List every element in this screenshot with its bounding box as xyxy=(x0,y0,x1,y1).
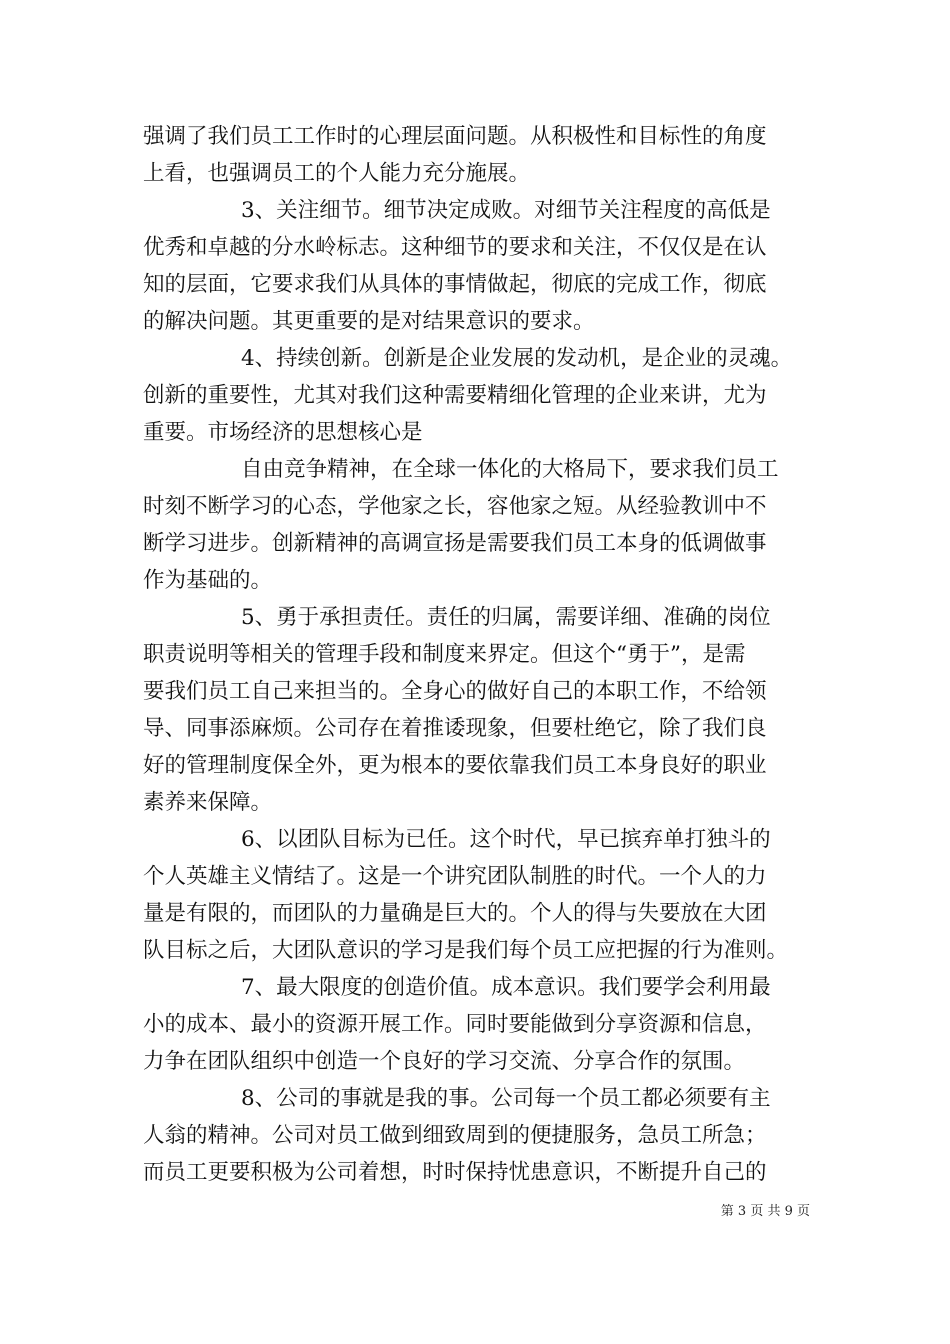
text-line: 6、以团队目标为已任。这个时代，早已摈弃单打独斗的 xyxy=(241,827,771,852)
text-line: 职责说明等相关的管理手段和制度来界定。但这个“勇于”，是需 xyxy=(143,642,746,667)
text-line: 上看，也强调员工的个人能力充分施展。 xyxy=(143,161,531,186)
text-line: 4、持续创新。创新是企业发展的发动机，是企业的灵魂。 xyxy=(241,346,793,371)
body-text xyxy=(143,118,843,1191)
text-line: 好的管理制度保全外，更为根本的要依靠我们员工本身良好的职业 xyxy=(143,753,767,778)
text-line: 力争在团队组织中创造一个良好的学习交流、分享合作的氛围。 xyxy=(143,1049,746,1074)
text-line: 5、勇于承担责任。责任的归属，需要详细、准确的岗位 xyxy=(241,605,771,630)
text-line: 断学习进步。创新精神的高调宣扬是需要我们员工本身的低调做事 xyxy=(143,531,767,556)
text-line: 而员工更要积极为公司着想，时时保持忧患意识，不断提升自己的 xyxy=(143,1160,767,1185)
text-line: 量是有限的，而团队的力量确是巨大的。个人的得与失要放在大团 xyxy=(143,901,767,926)
text-line: 个人英雄主义情结了。这是一个讲究团队制胜的时代。一个人的力 xyxy=(143,864,767,889)
text-line: 导、同事添麻烦。公司存在着推诿现象，但要杜绝它，除了我们良 xyxy=(143,716,767,741)
text-line: 人翁的精神。公司对员工做到细致周到的便捷服务，急员工所急； xyxy=(143,1123,767,1148)
text-line: 作为基础的。 xyxy=(143,568,273,593)
text-line: 优秀和卓越的分水岭标志。这种细节的要求和关注，不仅仅是在认 xyxy=(143,235,767,260)
text-line: 创新的重要性，尤其对我们这种需要精细化管理的企业来讲，尤为 xyxy=(143,383,767,408)
text-line: 队目标之后，大团队意识的学习是我们每个员工应把握的行为准则。 xyxy=(143,938,789,963)
text-line: 自由竞争精神，在全球一体化的大格局下，要求我们员工 xyxy=(241,457,779,482)
text-line: 知的层面，它要求我们从具体的事情做起，彻底的完成工作，彻底 xyxy=(143,272,767,297)
text-line: 8、公司的事就是我的事。公司每一个员工都必须要有主 xyxy=(241,1086,771,1111)
text-line: 3、关注细节。细节决定成败。对细节关注程度的高低是 xyxy=(241,198,771,223)
text-line: 的解决问题。其更重要的是对结果意识的要求。 xyxy=(143,309,595,334)
text-line: 重要。市场经济的思想核心是 xyxy=(143,420,423,445)
text-line: 要我们员工自己来担当的。全身心的做好自己的本职工作，不给领 xyxy=(143,679,767,704)
text-line: 小的成本、最小的资源开展工作。同时要能做到分享资源和信息， xyxy=(143,1012,767,1037)
text-line: 7、最大限度的创造价值。成本意识。我们要学会利用最 xyxy=(241,975,771,1000)
text-line: 素养来保障。 xyxy=(143,790,273,815)
text-line: 强调了我们员工工作时的心理层面问题。从积极性和目标性的角度 xyxy=(143,124,767,149)
text-line: 时刻不断学习的心态，学他家之长，容他家之短。从经验教训中不 xyxy=(143,494,767,519)
page-number: 第 3 页 共 9 页 xyxy=(720,1204,810,1219)
